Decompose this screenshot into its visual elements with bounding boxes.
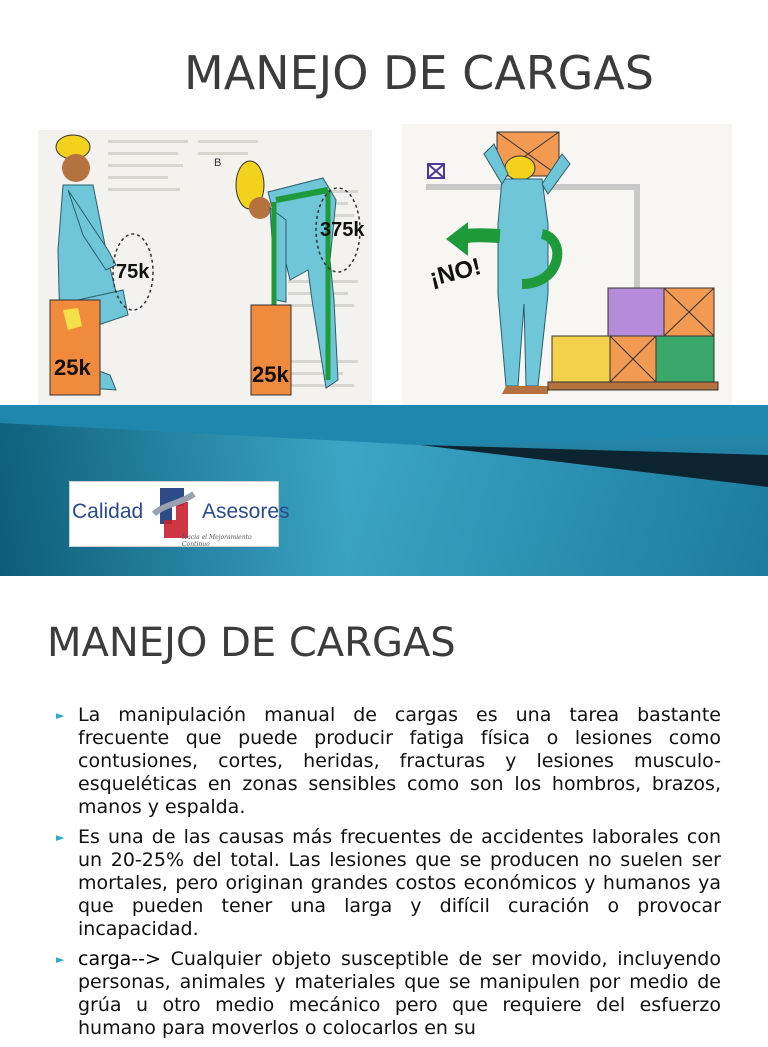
company-logo [69, 481, 290, 548]
triangle-bullet-icon: ► [56, 709, 65, 722]
logo-tagline: Hacia el Mejoramiento Continuo [182, 534, 252, 548]
box-label-b: 25k [252, 362, 289, 387]
logo-word-left: Calidad [72, 500, 144, 523]
bullet-text: La manipulación manual de cargas es una tarea bastante frecuente que puede producir fatiga física o lesiones como contusiones, cortes, heridas, fracturas y lesiones musculo-esqueléticas en zonas sensibles como son los hombros, brazos, manos y espalda. [78, 704, 721, 818]
slide-2 [0, 576, 768, 1039]
bullet-list [56, 704, 721, 1047]
twisting-illustration [402, 124, 732, 420]
triangle-bullet-icon: ► [56, 953, 65, 966]
weight-label-a: 75k [116, 261, 150, 283]
slide-title: MANEJO DE CARGAS [47, 620, 456, 666]
bullet-text: Es una de las causas más frecuentes de accidentes laborales con un 20-25% del total. Las lesiones que se producen no suelen ser mortales, pero originan grandes costos económicos y humanos ya que pueden tener una larga y difícil curación o provocar incapacidad. [78, 826, 721, 940]
no-label: ¡NO! [426, 253, 484, 292]
box-label-a: 25k [54, 355, 91, 380]
panel-letter-b: B [214, 157, 222, 169]
list-item [56, 948, 721, 1040]
logo-word-right: Asesores [202, 500, 290, 523]
list-item [56, 826, 721, 941]
slide-title: MANEJO DE CARGAS [184, 46, 654, 100]
worker-a-figure [50, 135, 153, 395]
bullet-text: Cualquier objeto susceptible de ser movido, incluyendo personas, animales y materiales que se manipulen por medio de grúa u otro medio mecánico pero que requiere del esfuerzo humano para moverlos o colocarlos en su [78, 948, 721, 1039]
bullet-term: carga--> [78, 948, 161, 970]
list-item [56, 704, 721, 819]
lifting-illustration [38, 130, 372, 420]
triangle-bullet-icon: ► [56, 831, 65, 844]
weight-label-b: 375k [320, 219, 365, 241]
